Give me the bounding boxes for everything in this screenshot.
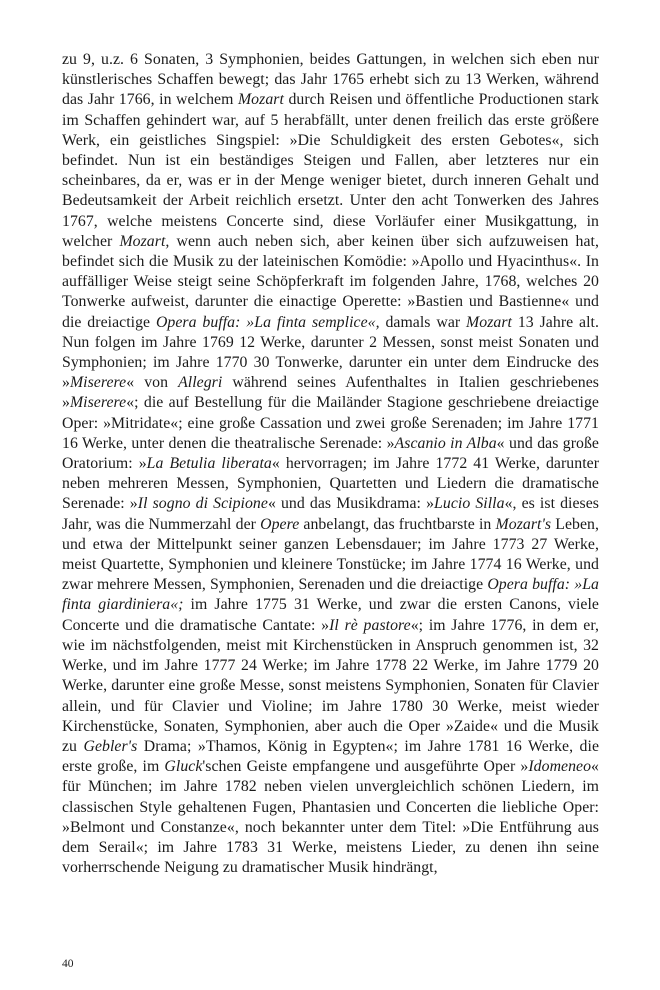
text-segment: «; die auf Bestellung für die Mailänder Stagione geschriebene dreiactige Oper: »Mitridate«; eine große Cassation und zwei große Serenaden; im Jahre 1771 16 Werke, unter denen die theatralische Serenade: » [62, 394, 599, 452]
page-number: 40 [62, 958, 74, 970]
text-segment: Opera buffa: »La finta giardiniera«; [62, 576, 599, 614]
text-segment: « von [126, 374, 179, 392]
text-segment: Lucio Silla [434, 495, 505, 513]
text-segment: Mozart [237, 91, 284, 109]
text-segment: Opere [260, 515, 300, 533]
text-segment: damals war [379, 313, 467, 331]
text-segment: « hervorragen; im Jahre 1772 41 Werke, darunter neben mehreren Messen, Symphonien, Quartetten und Liedern die dramatische Serenade: » [62, 455, 600, 513]
text-segment: Mozart [466, 313, 512, 331]
text-segment: Il sogno di Scipione [137, 495, 268, 513]
text-segment: Drama; »Thamos, König in Egypten«; im Jahre 1781 16 Werke, die erste große, im [62, 737, 600, 776]
text-segment: Gebler's [83, 737, 138, 755]
text-segment: während seines Aufenthaltes in Italien geschriebenes » [62, 374, 599, 412]
text-segment: Idomeneo [528, 758, 592, 776]
text-segment: «, es ist dieses Jahr, was die Nummerzahl der [62, 495, 600, 533]
text-segment: 13 Jahre alt. Nun folgen im Jahre 1769 12 Werke, darunter 2 Messen, sonst meist Sonaten und Symphonien; im Jahre 1770 30 Tonwerke, darunter ein unter dem Eindrucke des » [62, 313, 599, 392]
text-segment: « und das große Oratorium: » [62, 434, 599, 473]
text-segment: Leben, und etwa der Mittelpunkt seiner ganzen Lebensdauer; im Jahre 1773 27 Werke, meist Quartette, Symphonien und kleinere Tonstücke; im Jahre 1774 16 Werke, und zwar mehrere Messen, Symphonien, Serenaden und die dreiactige [62, 515, 600, 594]
text-segment: Mozart, [119, 232, 170, 250]
text-segment: zu 9, u.z. 6 Sonaten, 3 Symphonien, beides Gattungen, in welchen sich eben nur künstlerisches Schaffen bewegt; das Jahr 1765 erhebt sich zu 13 Werken, während das Jahr 1766, in welchem [62, 51, 599, 109]
text-segment: Opera buffa: »La finta semplice«, [155, 313, 380, 331]
text-segment: Allegri [178, 374, 223, 392]
text-segment: Gluck [164, 758, 203, 776]
text-segment: durch Reisen und öffentliche Productionen stark im Schaffen gehindert war, auf 5 herabfällt, unter denen freilich das erste größere Werk, ein geistliches Singspiel: »Die Schuldigkeit des ersten Gebotes«, sich befindet. Nun ist ein beständiges Steigen und Fallen, aber letzteres nur ein scheinbares, da er, was er in der Menge weniger bietet, durch inneren Gehalt und Bedeutsamkeit der Arbeit reichlich ersetzt. Unter den acht Tonwerken des Jahres 1767, welche meistens Concerte sind, diese Vorläufer einer Musikgattung, in welcher [62, 91, 599, 250]
text-segment: Mozart's [495, 515, 552, 533]
text-segment: Miserere [69, 394, 127, 412]
text-segment: Miserere [69, 374, 127, 392]
text-segment: «; im Jahre 1776, in dem er, wie im nächstfolgenden, meist mit Kirchenstücken in Anspruch genommen ist, 32 Werke, und im Jahre 1777 24 Werke; im Jahre 1778 22 Werke, im Jahre 1779 20 Werke, darunter eine große Messe, sonst meistens Symphonien, Sonaten für Clavier allein, und für Clavier und Violine; im Jahre 1780 30 Werke, meist wieder Kirchenstücke, Sonaten, Symphonien, aber auch die Oper »Zaide« und die Musik zu [62, 616, 599, 755]
text-segment: La Betulia liberata [146, 455, 272, 473]
text-segment: 'schen Geiste empfangene und ausgeführte Oper » [202, 758, 529, 776]
text-segment: im Jahre 1775 31 Werke, und zwar die ersten Canons, viele Concerte und die dramatische Cantate: » [62, 596, 599, 634]
text-segment: Il rè pastore [329, 616, 411, 634]
text-segment: « und das Musikdrama: » [267, 495, 435, 513]
text-segment: wenn auch neben sich, aber keinen über sich aufzuweisen hat, befindet sich die Musik zu der lateinischen Komödie: »Apollo und Hyacinthus«. In auffälliger Weise steigt seine Schöpferkraft im folgenden Jahre, 1768, welches 20 Tonwerke aufweist, darunter die einactige Operette: »Bastien und Bastienne« und die dreiactige [62, 232, 599, 331]
text-segment: « für München; im Jahre 1782 neben vielen unvergleichlich schönen Liedern, im classischen Style gehaltenen Fugen, Phantasien und Concerten die liebliche Oper: »Belmont und Constanze«, noch bekannter unter dem Titel: »Die Entführung aus dem Serail«; im Jahre 1783 31 Werke, meistens Lieder, zu denen ihn seine vorherrschende Neigung zu dramatischer Musik hindrängt, [62, 758, 599, 877]
text-segment: Ascanio in Alba [394, 434, 497, 452]
body-paragraph [62, 50, 599, 878]
text-segment: anbelangt, das fruchtbarste in [299, 515, 496, 533]
